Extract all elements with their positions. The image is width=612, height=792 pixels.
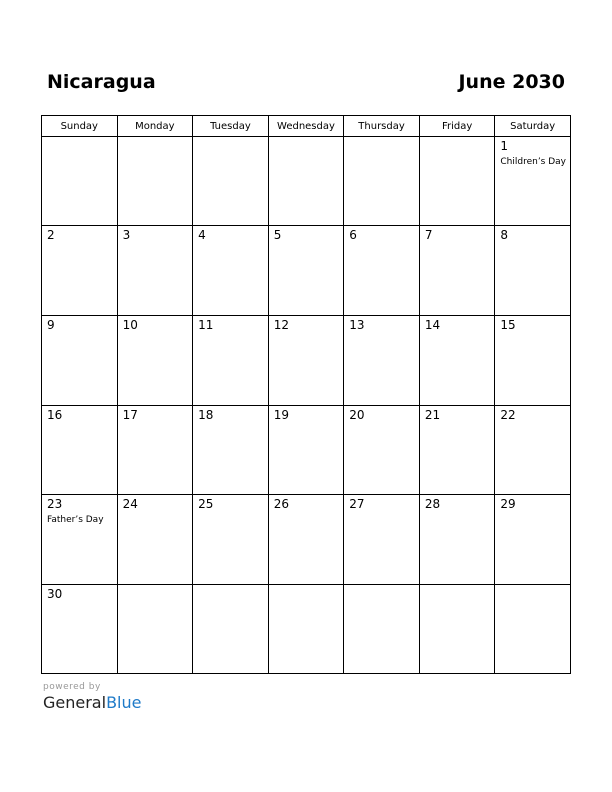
day-number: 23 [47, 497, 63, 511]
day-number: 16 [47, 408, 63, 422]
day-number: 13 [349, 318, 365, 332]
day-cell [344, 316, 420, 406]
day-cell [268, 316, 344, 406]
day-cell [344, 137, 420, 226]
calendar-grid [41, 115, 571, 674]
holiday-label: Father’s Day [47, 515, 104, 525]
day-cell [193, 226, 269, 316]
day-cell [193, 316, 269, 406]
weekday-header: Friday [419, 116, 495, 137]
day-cell [419, 316, 495, 406]
day-number: 4 [198, 228, 206, 242]
day-cell [117, 226, 193, 316]
month-title: June 2030 [458, 71, 565, 93]
day-cell [117, 316, 193, 406]
brand-general: General [43, 693, 107, 712]
calendar-week-row [42, 585, 571, 674]
day-number: 12 [273, 318, 289, 332]
day-number: 1 [500, 139, 509, 153]
day-number [344, 137, 419, 140]
calendar-week-row [42, 406, 571, 495]
day-number [420, 137, 495, 140]
day-number [118, 137, 193, 140]
day-cell [495, 406, 571, 495]
day-cell [268, 137, 344, 226]
day-cell [268, 585, 344, 674]
day-cell [344, 585, 420, 674]
day-number: 24 [122, 497, 138, 511]
day-number: 29 [500, 497, 516, 511]
day-number: 21 [424, 408, 441, 422]
day-cell [495, 226, 571, 316]
day-number: 3 [122, 228, 131, 242]
day-number: 14 [424, 318, 441, 332]
day-number: 30 [47, 587, 63, 601]
brand-blue: Blue [106, 693, 142, 712]
day-cell [42, 495, 118, 585]
day-cell [495, 137, 571, 226]
calendar-week-row [42, 137, 571, 226]
day-number: 19 [273, 408, 289, 422]
day-cell [117, 406, 193, 495]
weekday-header: Monday [117, 116, 193, 137]
day-cell [419, 137, 495, 226]
day-cell [344, 406, 420, 495]
day-cell [42, 137, 118, 226]
day-number: 8 [500, 228, 509, 242]
calendar-week-row [42, 495, 571, 585]
country-title: Nicaragua [47, 71, 156, 93]
day-number: 18 [198, 408, 214, 422]
day-number: 9 [47, 318, 55, 332]
weekday-header: Tuesday [193, 116, 269, 137]
weekday-header: Wednesday [268, 116, 344, 137]
weekday-header-row [42, 116, 571, 137]
footer-branding [43, 682, 141, 712]
day-cell [117, 495, 193, 585]
day-number: 6 [349, 228, 357, 242]
weekday-header: Saturday [495, 116, 571, 137]
day-cell [193, 585, 269, 674]
day-cell [419, 406, 495, 495]
day-cell [42, 585, 118, 674]
day-number [420, 585, 495, 588]
day-number [42, 137, 117, 140]
day-cell [193, 137, 269, 226]
weekday-header: Sunday [42, 116, 118, 137]
day-cell [42, 316, 118, 406]
day-cell [495, 585, 571, 674]
day-number: 20 [349, 408, 365, 422]
day-cell [117, 137, 193, 226]
day-cell [344, 495, 420, 585]
day-cell [495, 316, 571, 406]
day-cell [495, 495, 571, 585]
day-cell [117, 585, 193, 674]
brand-logo [43, 693, 141, 712]
holiday-label: Children’s Day [500, 157, 567, 167]
day-cell [193, 495, 269, 585]
day-cell [268, 495, 344, 585]
calendar-week-row [42, 226, 571, 316]
day-number: 26 [273, 497, 289, 511]
weekday-header: Thursday [344, 116, 420, 137]
calendar-week-row [42, 316, 571, 406]
day-number [495, 585, 570, 588]
day-cell [42, 226, 118, 316]
day-number: 27 [349, 497, 365, 511]
day-cell [419, 495, 495, 585]
day-number [269, 585, 344, 588]
day-number [269, 137, 344, 140]
day-cell [419, 585, 495, 674]
day-number [344, 585, 419, 588]
calendar-body [42, 137, 571, 674]
day-number [193, 585, 268, 588]
day-number [118, 585, 193, 588]
day-cell [268, 406, 344, 495]
day-number: 17 [122, 408, 138, 422]
day-cell [42, 406, 118, 495]
powered-by-text: powered by [43, 682, 101, 692]
day-cell [344, 226, 420, 316]
day-number: 25 [198, 497, 214, 511]
day-number: 7 [424, 228, 433, 242]
day-cell [419, 226, 495, 316]
day-number: 15 [500, 318, 516, 332]
day-number: 22 [500, 408, 516, 422]
day-cell [268, 226, 344, 316]
day-number: 28 [424, 497, 441, 511]
day-number: 10 [122, 318, 138, 332]
day-number [193, 137, 268, 140]
day-cell [193, 406, 269, 495]
day-number: 11 [198, 318, 214, 332]
day-number: 5 [273, 228, 282, 242]
day-number: 2 [47, 228, 55, 242]
